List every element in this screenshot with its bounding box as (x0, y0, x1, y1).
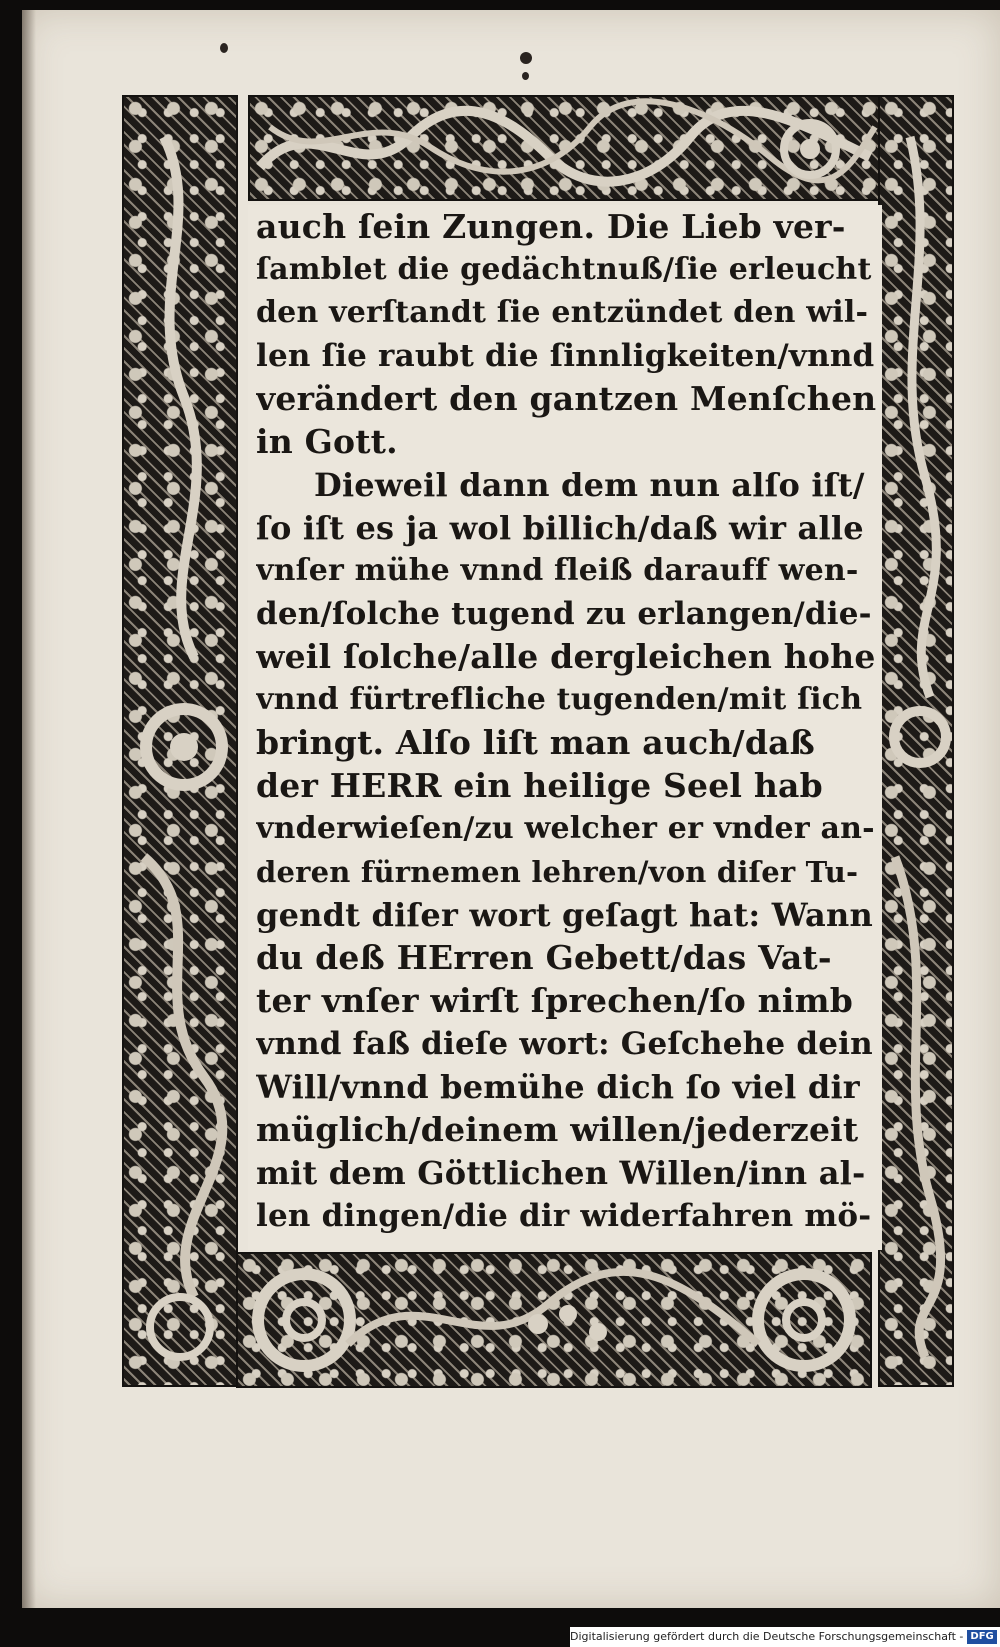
text-line: in Gott. (256, 422, 398, 461)
text-line: der HERR ein heilige Seel hab (256, 766, 823, 805)
vine-scroll-icon (238, 1254, 870, 1386)
credit-text: Digitalisierung gefördert durch die Deutsche Forschungsgemeinschaft - (570, 1630, 964, 1643)
ink-spot (520, 52, 532, 64)
text-line: len dingen/die dir widerfahren mö- (256, 1198, 872, 1234)
text-line: gendt diſer wort geſagt hat: Wann (256, 896, 873, 934)
figure-and-scroll-icon (880, 97, 952, 1385)
woodcut-bottom-border (236, 1252, 872, 1388)
ink-spot (522, 72, 529, 80)
woodcut-top-border (248, 95, 884, 201)
digitization-credit (570, 1627, 1000, 1647)
text-line: vnſer mühe vnnd fleiß darauff wen- (256, 553, 859, 588)
text-line: ter vnſer wirſt ſprechen/ſo nimb (256, 981, 853, 1020)
text-line: vnderwieſen/zu welcher er vnder an- (256, 811, 875, 846)
text-line: auch ſein Zungen. Die Lieb ver- (256, 207, 846, 246)
text-line: ſamblet die gedächtnuß/ſie erleucht (256, 252, 872, 287)
woodcut-left-border (122, 95, 238, 1387)
text-line: deren fürnemen lehren/von diſer Tu- (256, 855, 859, 889)
text-line: du deß HErren Gebett/das Vat- (256, 938, 832, 977)
text-line: ſo iſt es ja wol billich/daß wir alle (256, 509, 864, 547)
text-line: verändert den gantzen Menſchen (256, 379, 876, 418)
dfg-logo: DFG (967, 1630, 996, 1644)
text-line: vnnd faß dieſe wort: Geſchehe dein (256, 1026, 873, 1062)
text-block (248, 205, 882, 1250)
text-line: Will/vnnd bemühe dich ſo viel dir (256, 1068, 860, 1106)
text-line: vnnd fürtrefliche tugenden/mit ſich (256, 682, 863, 717)
floral-ornament-icon (250, 97, 882, 199)
figure-and-scroll-icon (124, 97, 236, 1385)
text-line: müglich/deinem willen/jederzeit (256, 1110, 859, 1149)
ink-spot (220, 43, 228, 53)
woodcut-right-border (878, 95, 954, 1387)
text-line: den/ſolche tugend zu erlangen/die- (256, 596, 872, 632)
text-line: weil ſolche/alle dergleichen hohe (256, 637, 876, 676)
text-line: Dieweil dann dem nun alſo iſt/ (314, 466, 865, 504)
text-line: len ſie raubt die ſinnligkeiten/vnnd (256, 338, 875, 374)
text-line: mit dem Göttlichen Willen/inn al- (256, 1154, 866, 1192)
text-line: den verſtandt ſie entzündet den wil- (256, 295, 869, 330)
text-line: bringt. Alſo liſt man auch/daß (256, 723, 815, 762)
